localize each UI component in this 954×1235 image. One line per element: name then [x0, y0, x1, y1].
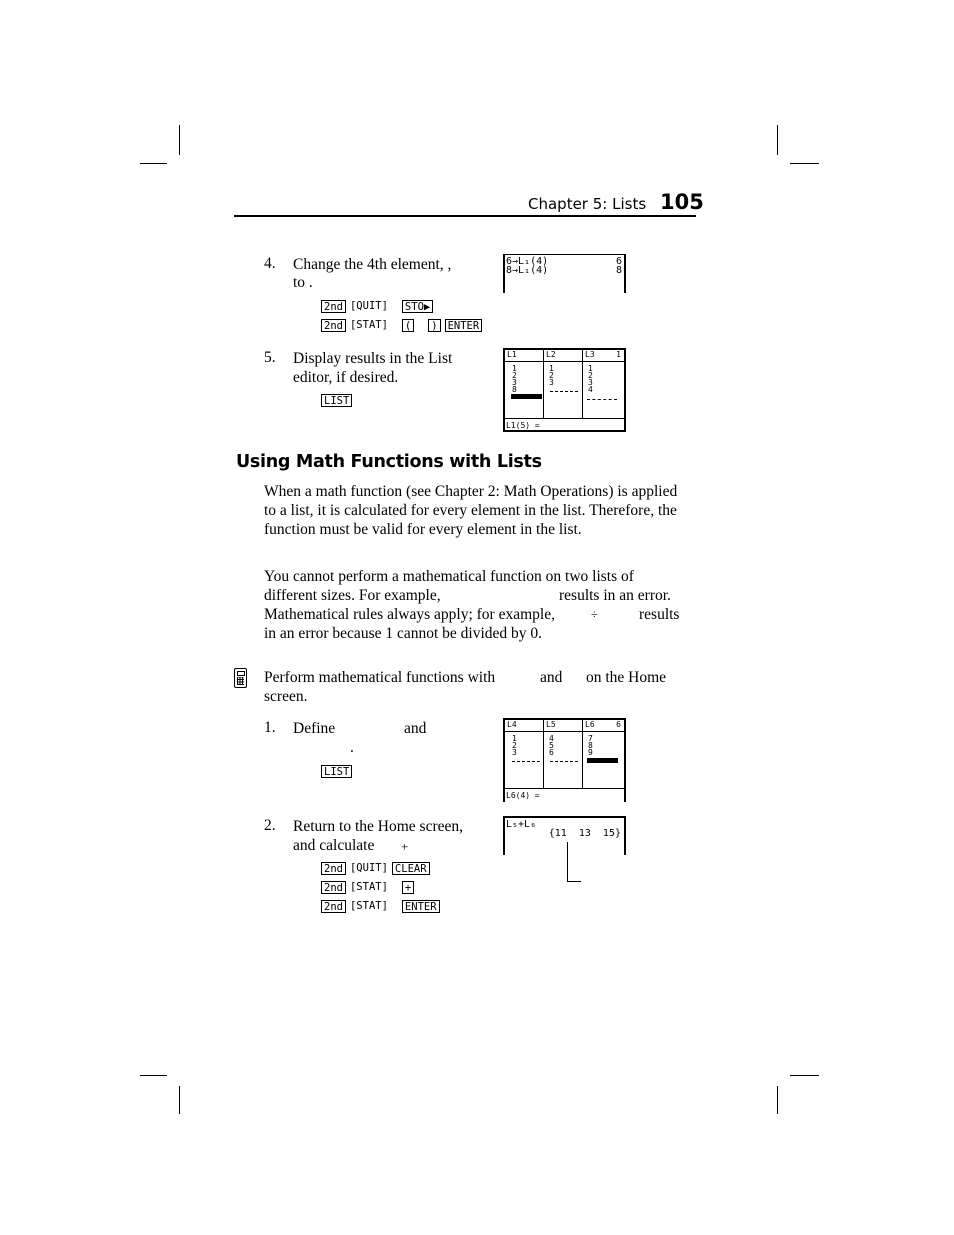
status-divider — [505, 788, 624, 789]
keystroke-row — [321, 317, 482, 333]
crop-mark — [790, 163, 819, 164]
list-end-marker — [550, 761, 578, 762]
column-header: L3 — [585, 350, 595, 359]
paragraph-line — [264, 605, 690, 624]
key-2nd: 2nd — [321, 900, 346, 913]
cursor-highlight — [511, 394, 542, 399]
step-text: to . — [293, 274, 313, 291]
text-run: results in an error. — [559, 587, 671, 604]
screen-value: 8 — [615, 265, 622, 276]
key-stat: [STAT] — [349, 881, 388, 893]
crop-mark — [179, 125, 180, 155]
list-cell: 8 — [588, 741, 593, 750]
status-line: L1(5) = — [506, 421, 540, 430]
step-text: and — [404, 720, 427, 737]
list-end-marker — [550, 391, 578, 392]
list-cell: 3 — [512, 748, 517, 757]
home-screen — [503, 816, 626, 855]
list-cell: 7 — [588, 734, 593, 743]
keystroke-row — [321, 898, 440, 914]
crop-mark — [140, 1075, 167, 1076]
step-number: 2. — [264, 817, 276, 834]
column-divider — [543, 350, 544, 418]
status-line: L6(4) = — [506, 791, 540, 800]
key-quit: [QUIT] — [349, 300, 388, 312]
list-cell: 2 — [588, 371, 593, 380]
column-index: 6 — [616, 720, 621, 729]
paragraph-line — [264, 586, 690, 605]
key-label: QUIT — [356, 300, 382, 312]
list-cell: 8 — [512, 385, 517, 394]
list-cell: 1 — [549, 364, 554, 373]
text-run: and — [540, 669, 563, 686]
key-2nd: 2nd — [321, 881, 346, 894]
list-cell: 5 — [549, 741, 554, 750]
screen-value: 6 — [615, 256, 622, 267]
text-run: Mathematical rules always apply; for example, — [264, 606, 555, 623]
list-cell: 2 — [512, 371, 517, 380]
keystroke-row — [321, 879, 414, 895]
column-divider — [582, 720, 583, 788]
list-cell: 1 — [512, 364, 517, 373]
key-label: STAT — [356, 319, 382, 331]
list-end-marker — [512, 761, 540, 762]
keystroke-row — [321, 860, 430, 876]
paragraph-line: You cannot perform a mathematical function on two lists of — [264, 568, 634, 585]
step-text: Return to the Home screen, — [293, 818, 464, 835]
list-editor-screen-2 — [503, 718, 626, 802]
key-open-paren: ( — [402, 319, 414, 332]
header-divider — [505, 361, 624, 362]
text-run: screen. — [264, 688, 308, 705]
column-header: L4 — [507, 720, 517, 729]
step-number: 4. — [264, 255, 276, 272]
screen-line: 6→L₁(4) — [506, 256, 549, 267]
crop-mark — [790, 1075, 819, 1076]
key-stat: [STAT] — [349, 900, 388, 912]
column-divider — [543, 720, 544, 788]
list-cell: 4 — [588, 385, 593, 394]
screen-result: {11 13 15} — [548, 828, 621, 839]
step-text: Display results in the List — [293, 350, 453, 367]
callout-line — [567, 842, 581, 882]
list-cell: 3 — [588, 378, 593, 387]
key-label: QUIT — [356, 862, 382, 874]
calculator-icon — [234, 668, 247, 688]
paragraph-line: in an error because 1 cannot be divided by 0. — [264, 625, 543, 642]
key-clear: CLEAR — [392, 862, 430, 875]
cursor-highlight — [587, 758, 618, 763]
column-header: L1 — [507, 350, 517, 359]
column-divider — [582, 350, 583, 418]
text-run: Perform mathematical functions with — [264, 669, 496, 686]
key-label: STAT — [356, 900, 382, 912]
step-text: Change the 4th element, , — [293, 256, 452, 273]
text-run: on the Home — [586, 669, 667, 686]
example-intro — [264, 668, 694, 706]
keystroke-row — [321, 298, 433, 314]
key-2nd: 2nd — [321, 862, 346, 875]
paragraph — [264, 567, 690, 643]
list-cell: 9 — [588, 748, 593, 757]
key-sto: STO▶ — [402, 300, 433, 313]
crop-mark — [179, 1086, 180, 1114]
list-cell: 2 — [549, 371, 554, 380]
column-header: L2 — [546, 350, 556, 359]
step-text: + — [401, 839, 409, 854]
page-number: 105 — [660, 190, 704, 214]
crop-mark — [777, 125, 778, 155]
key-enter: ENTER — [402, 900, 440, 913]
text-run: different sizes. For example, — [264, 587, 441, 604]
list-end-marker — [587, 399, 617, 400]
chapter-title: Chapter 5: Lists — [528, 195, 647, 213]
paragraph: When a math function (see Chapter 2: Math Operations) is applied to a list, it is calculated for every element in the list. Therefore, the function must be valid for every element in the list. — [264, 483, 678, 538]
step-text: Define — [293, 720, 336, 737]
list-cell: 1 — [512, 734, 517, 743]
list-cell: 3 — [512, 378, 517, 387]
key-quit: [QUIT] — [349, 862, 388, 874]
list-cell: 2 — [512, 741, 517, 750]
calculator-screen-1 — [503, 254, 626, 293]
column-index: 1 — [616, 350, 621, 359]
status-divider — [505, 418, 624, 419]
list-editor-screen-1 — [503, 348, 626, 432]
screen-expression: L₅+L₆ — [506, 819, 537, 830]
key-plus: + — [402, 881, 414, 894]
column-header: L6 — [585, 720, 595, 729]
step-text: . — [350, 739, 354, 756]
crop-mark — [140, 163, 167, 164]
screen-line: 8→L₁(4) — [506, 265, 549, 276]
division-sign: ÷ — [591, 607, 598, 621]
text-run: results — [639, 606, 680, 623]
key-label: STAT — [356, 881, 382, 893]
keystroke-row — [321, 763, 352, 779]
column-header: L5 — [546, 720, 556, 729]
key-2nd: 2nd — [321, 300, 346, 313]
step-text: editor, if desired. — [293, 369, 399, 386]
list-cell: 4 — [549, 734, 554, 743]
header-divider — [505, 731, 624, 732]
key-stat: [STAT] — [349, 319, 388, 331]
step-number: 5. — [264, 349, 276, 366]
key-list: LIST — [321, 765, 352, 778]
crop-mark — [777, 1086, 778, 1114]
key-enter: ENTER — [445, 319, 483, 332]
key-close-paren: ) — [428, 319, 440, 332]
step-text: and calculate — [293, 837, 375, 854]
list-cell: 6 — [549, 748, 554, 757]
list-cell: 1 — [588, 364, 593, 373]
key-list: LIST — [321, 394, 352, 407]
list-cell: 3 — [549, 378, 554, 387]
section-heading: Using Math Functions with Lists — [236, 452, 542, 472]
step-number: 1. — [264, 719, 276, 736]
header-rule — [234, 215, 696, 217]
key-2nd: 2nd — [321, 319, 346, 332]
keystroke-row — [321, 392, 352, 408]
